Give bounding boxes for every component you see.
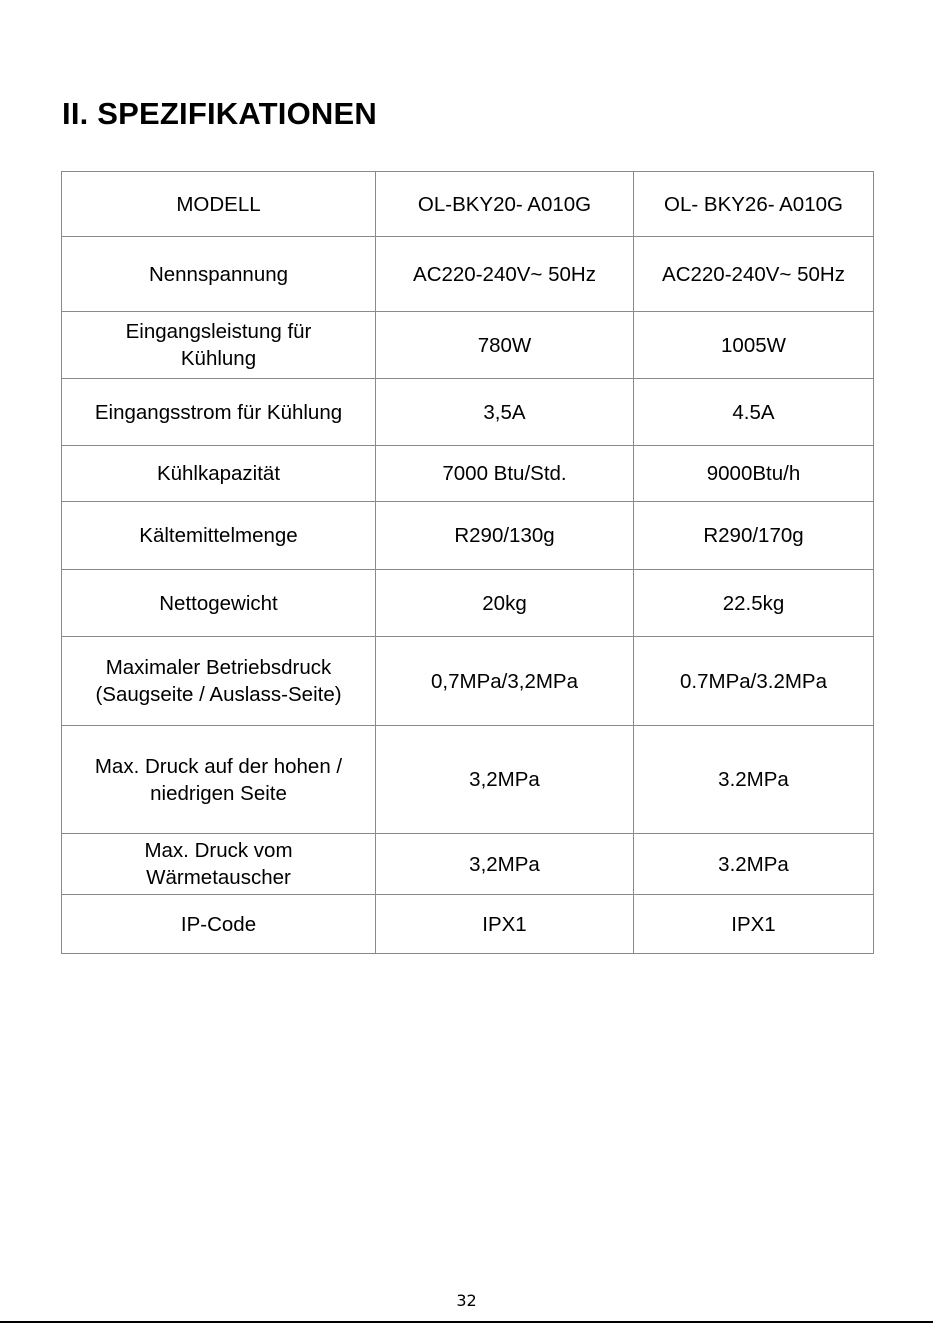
value-model-2: 1005W bbox=[634, 312, 874, 379]
value-model-2: 3.2MPa bbox=[634, 834, 874, 895]
value-model-1: 20kg bbox=[376, 570, 634, 637]
value-model-2: OL- BKY26- A010G bbox=[634, 172, 874, 237]
row-label: Eingangsleistung für Kühlung bbox=[62, 312, 376, 379]
value-model-1: OL-BKY20- A010G bbox=[376, 172, 634, 237]
value-model-1: 3,5A bbox=[376, 379, 634, 446]
table-row bbox=[62, 172, 874, 237]
table-row bbox=[62, 570, 874, 637]
value-model-2: R290/170g bbox=[634, 502, 874, 570]
table-row bbox=[62, 312, 874, 379]
row-label: Nettogewicht bbox=[62, 570, 376, 637]
value-model-2: 9000Btu/h bbox=[634, 446, 874, 502]
value-model-1: 7000 Btu/Std. bbox=[376, 446, 634, 502]
table-row bbox=[62, 237, 874, 312]
table-row bbox=[62, 834, 874, 895]
value-model-2: 22.5kg bbox=[634, 570, 874, 637]
page-bottom-rule bbox=[0, 1321, 933, 1323]
page-title: II. SPEZIFIKATIONEN bbox=[62, 96, 377, 131]
value-model-2: IPX1 bbox=[634, 895, 874, 954]
row-label: Maximaler Betriebsdruck (Saugseite / Auslass-Seite) bbox=[62, 637, 376, 726]
value-model-1: AC220-240V~ 50Hz bbox=[376, 237, 634, 312]
row-label: Max. Druck vom Wärmetauscher bbox=[62, 834, 376, 895]
table-row bbox=[62, 502, 874, 570]
row-label: Kältemittelmenge bbox=[62, 502, 376, 570]
table-row bbox=[62, 379, 874, 446]
table-row bbox=[62, 637, 874, 726]
value-model-2: 0.7MPa/3.2MPa bbox=[634, 637, 874, 726]
table-row bbox=[62, 446, 874, 502]
value-model-2: AC220-240V~ 50Hz bbox=[634, 237, 874, 312]
table-row bbox=[62, 726, 874, 834]
value-model-2: 3.2MPa bbox=[634, 726, 874, 834]
row-label: IP-Code bbox=[62, 895, 376, 954]
row-label: MODELL bbox=[62, 172, 376, 237]
value-model-1: IPX1 bbox=[376, 895, 634, 954]
row-label: Max. Druck auf der hohen / niedrigen Seite bbox=[62, 726, 376, 834]
value-model-2: 4.5A bbox=[634, 379, 874, 446]
value-model-1: 0,7MPa/3,2MPa bbox=[376, 637, 634, 726]
page-number: 32 bbox=[456, 1291, 477, 1310]
value-model-1: 3,2MPa bbox=[376, 726, 634, 834]
value-model-1: 780W bbox=[376, 312, 634, 379]
row-label: Eingangsstrom für Kühlung bbox=[62, 379, 376, 446]
row-label: Nennspannung bbox=[62, 237, 376, 312]
spec-table bbox=[61, 171, 874, 954]
table-row bbox=[62, 895, 874, 954]
row-label: Kühlkapazität bbox=[62, 446, 376, 502]
value-model-1: R290/130g bbox=[376, 502, 634, 570]
value-model-1: 3,2MPa bbox=[376, 834, 634, 895]
